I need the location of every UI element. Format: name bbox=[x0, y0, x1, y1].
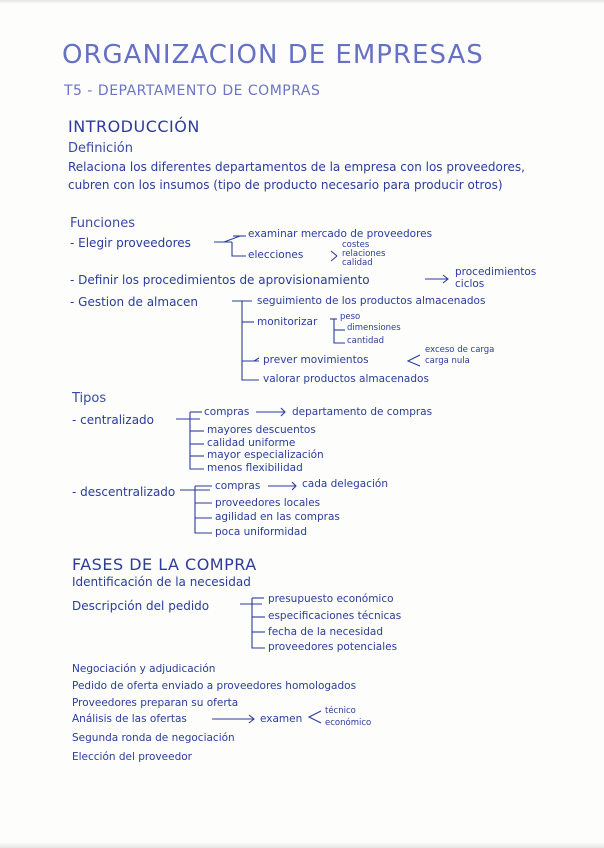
descripcion-proveedores: proveedores potenciales bbox=[268, 641, 398, 653]
analisis-examen: examen bbox=[260, 713, 303, 725]
eleccion-costes: costes bbox=[342, 240, 370, 250]
tipos-heading: Tipos bbox=[72, 391, 107, 406]
centralizado-departamento: departamento de compras bbox=[292, 406, 433, 418]
centralizado-especializacion: mayor especialización bbox=[207, 449, 324, 461]
funcion-examinar-mercado: examinar mercado de proveedores bbox=[248, 228, 433, 240]
fase-descripcion: Descripción del pedido bbox=[72, 599, 210, 613]
scan-edge-bottom bbox=[0, 842, 604, 848]
fase-pedido-oferta: Pedido de oferta enviado a proveedores homologados bbox=[72, 680, 357, 692]
fase-negociacion: Negociación y adjudicación bbox=[72, 663, 216, 675]
monitorizar-peso: peso bbox=[340, 312, 361, 322]
ciclos-label: ciclos bbox=[455, 278, 485, 290]
movimientos-carga-nula: carga nula bbox=[425, 356, 470, 366]
page-title: ORGANIZACION DE EMPRESAS bbox=[62, 40, 484, 70]
descentralizado-agilidad: agilidad en las compras bbox=[215, 511, 340, 523]
descripcion-presupuesto: presupuesto económico bbox=[268, 593, 394, 605]
centralizado-compras: compras bbox=[204, 406, 250, 418]
descripcion-fecha: fecha de la necesidad bbox=[268, 626, 384, 638]
intro-heading: INTRODUCCIÓN bbox=[68, 117, 200, 136]
fase-eleccion-proveedor: Elección del proveedor bbox=[72, 751, 192, 763]
movimientos-exceso-carga: exceso de carga bbox=[425, 345, 495, 355]
almacen-monitorizar: monitorizar bbox=[257, 316, 318, 328]
eleccion-relaciones: relaciones bbox=[342, 249, 386, 259]
descentralizado-proveedores: proveedores locales bbox=[215, 497, 321, 509]
funcion-elegir-proveedores: - Elegir proveedores bbox=[70, 236, 191, 250]
definition-line-1: Relaciona los diferentes departamentos de la empresa con los proveedores, bbox=[68, 160, 525, 174]
definition-line-2: cubren con los insumos (tipo de producto necesario para producir otros) bbox=[68, 178, 503, 192]
centralizado-flexibilidad: menos flexibilidad bbox=[207, 462, 303, 474]
definition-label: Definición bbox=[68, 141, 133, 156]
centralizado-descuentos: mayores descuentos bbox=[207, 424, 316, 436]
funciones-heading: Funciones bbox=[70, 216, 135, 231]
descripcion-especificaciones: especificaciones técnicas bbox=[268, 610, 402, 622]
fases-heading: FASES DE LA COMPRA bbox=[72, 555, 257, 574]
almacen-prever-movimientos: prever movimientos bbox=[263, 354, 369, 366]
fase-identificacion: Identificación de la necesidad bbox=[72, 575, 251, 589]
monitorizar-cantidad: cantidad bbox=[347, 336, 384, 346]
funcion-elecciones: elecciones bbox=[248, 249, 304, 261]
examen-economico: económico bbox=[325, 718, 372, 728]
tipo-descentralizado: - descentralizado bbox=[72, 485, 176, 499]
funcion-gestion-almacen: - Gestion de almacen bbox=[70, 295, 199, 309]
fase-segunda-ronda: Segunda ronda de negociación bbox=[72, 732, 235, 744]
examen-tecnico: técnico bbox=[325, 706, 356, 716]
almacen-seguimiento: seguimiento de los productos almacenados bbox=[257, 295, 486, 307]
descentralizado-uniformidad: poca uniformidad bbox=[215, 526, 308, 538]
descentralizado-compras: compras bbox=[215, 480, 261, 492]
scan-edge-top bbox=[0, 0, 604, 4]
eleccion-calidad: calidad bbox=[342, 258, 373, 268]
tipo-centralizado: - centralizado bbox=[72, 413, 155, 427]
funcion-definir-procedimientos: - Definir los procedimientos de aprovisionamiento bbox=[70, 273, 370, 287]
fase-analisis: Análisis de las ofertas bbox=[72, 713, 187, 725]
page-subtitle: T5 - DEPARTAMENTO DE COMPRAS bbox=[64, 83, 321, 99]
monitorizar-dimensiones: dimensiones bbox=[347, 323, 401, 333]
almacen-valorar-productos: valorar productos almacenados bbox=[263, 373, 429, 385]
centralizado-calidad: calidad uniforme bbox=[207, 437, 296, 449]
procedimientos-label: procedimientos bbox=[455, 266, 537, 278]
fase-preparan-oferta: Proveedores preparan su oferta bbox=[72, 697, 239, 709]
descentralizado-delegacion: cada delegación bbox=[302, 478, 389, 490]
